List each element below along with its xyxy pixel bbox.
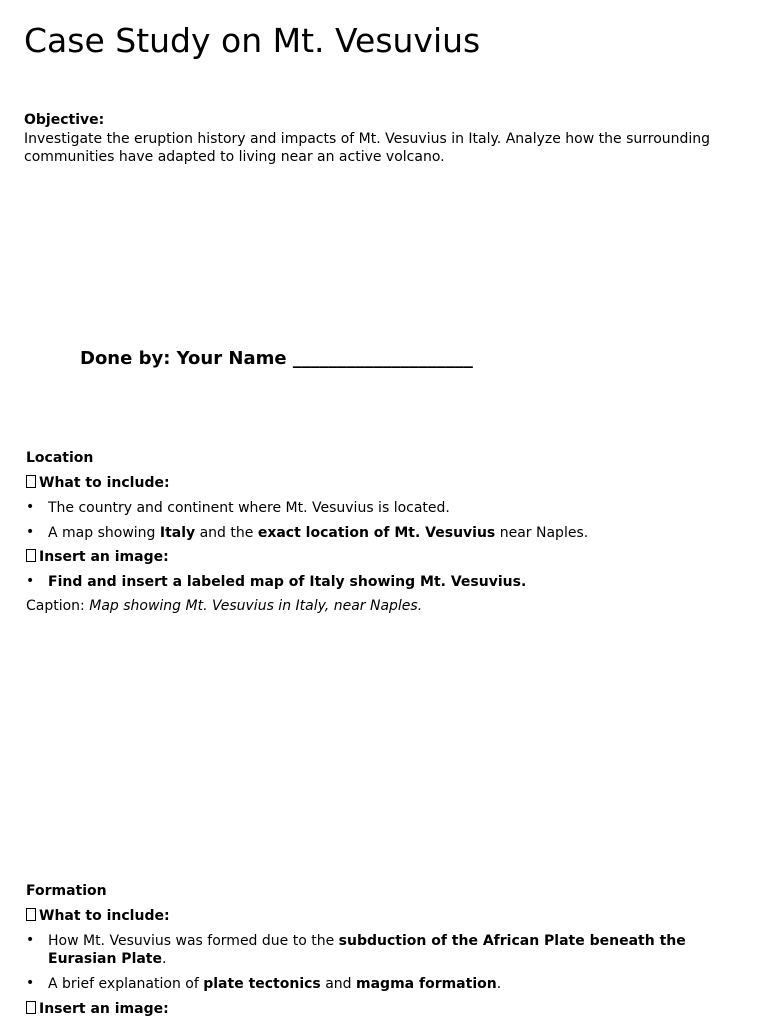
formation-heading: Formation (26, 883, 107, 899)
objective-label: Objective: (24, 112, 105, 128)
formation-include-label: What to include: (26, 907, 170, 925)
location-bullet-map: A map showing Italy and the exact location of Mt. Vesuvius near Naples. (48, 525, 589, 541)
bullet-icon: • (26, 524, 35, 540)
map-caption: Caption: Map showing Mt. Vesuvius in Italy, near Naples. (26, 598, 423, 614)
missing-glyph-icon (26, 1001, 36, 1014)
location-insert-label: Insert an image: (26, 548, 169, 566)
objective-text: Investigate the eruption history and impacts of Mt. Vesuvius in Italy. Analyze how the surrounding communities have adapted to living near an active volcano. (24, 131, 711, 165)
formation-bullet-subduction: How Mt. Vesuvius was formed due to the subduction of the African Plate beneath the Eurasian Plate. (48, 933, 686, 967)
missing-glyph-icon (26, 908, 36, 921)
formation-insert-label: Insert an image: (26, 1000, 169, 1018)
missing-glyph-icon (26, 475, 36, 488)
done-by-line: Done by: Your Name ____________________ (80, 348, 473, 369)
bullet-icon: • (26, 573, 35, 589)
bullet-icon: • (26, 932, 35, 948)
page-title: Case Study on Mt. Vesuvius (24, 21, 481, 60)
bullet-icon: • (26, 499, 35, 515)
location-bullet-insert-map: Find and insert a labeled map of Italy showing Mt. Vesuvius. (48, 574, 527, 590)
missing-glyph-icon (26, 549, 36, 562)
bullet-icon: • (26, 975, 35, 991)
location-heading: Location (26, 450, 94, 466)
formation-bullet-tectonics: A brief explanation of plate tectonics and magma formation. (48, 976, 502, 992)
location-bullet-country: The country and continent where Mt. Vesuvius is located. (48, 500, 450, 516)
location-include-label: What to include: (26, 474, 170, 492)
